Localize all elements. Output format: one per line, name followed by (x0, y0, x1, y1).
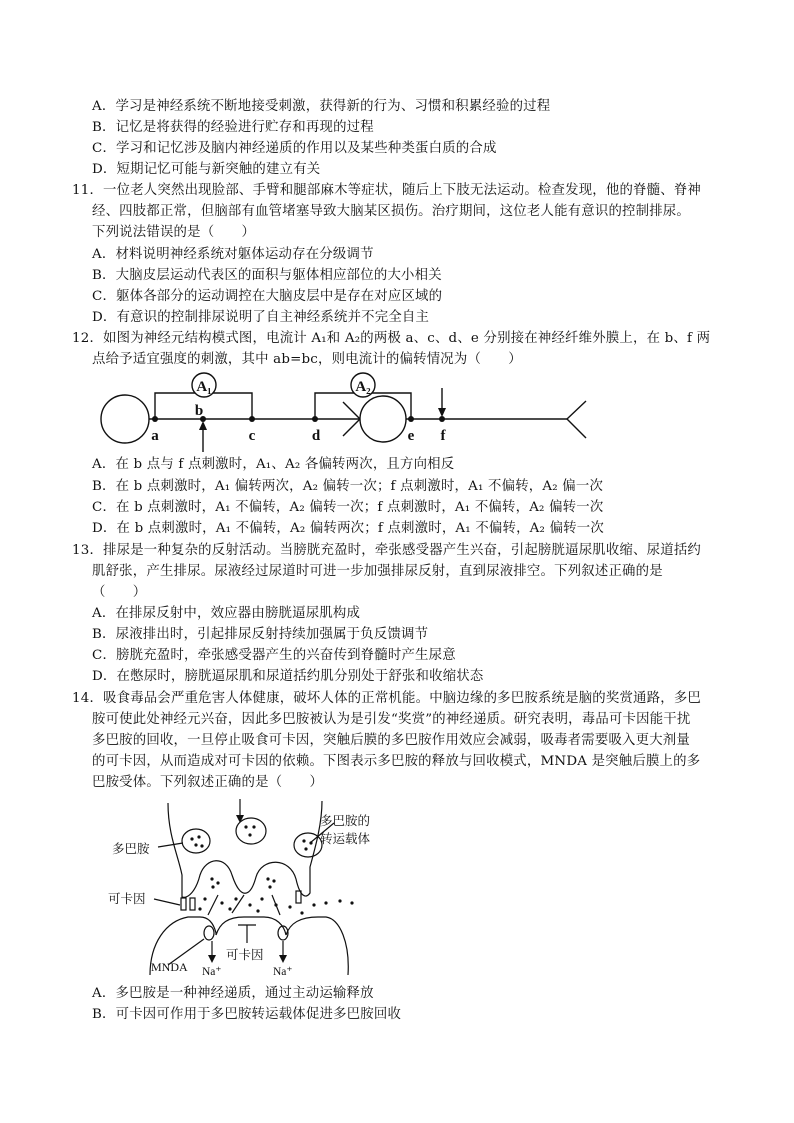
q14-stem-line1: 14．吸食毒品会严重危害人体健康，破坏人体的正常机能。中脑边缘的多巴胺系统是脑的奖赏通路，多巴 (72, 691, 702, 706)
q14-stem-line4: 的可卡因，从而造成对可卡因的依赖。下图表示多巴胺的释放与回收模式，MNDA 是突触后膜上的多 (92, 754, 701, 769)
q13-stem-line1: 13．排尿是一种复杂的反射活动。当膀胱充盈时，牵张感受器产生兴奋，引起膀胱逼尿肌收缩、尿道括约 (72, 543, 702, 558)
q12-stem-line1: 12．如图为神经元结构模式图，电流计 A₁和 A₂的两极 a、c、d、e 分别接在神经纤维外膜上，在 b、f 两 (72, 331, 711, 346)
meter-a1-label: A₁ (196, 379, 212, 395)
cell-body-circle (101, 395, 149, 443)
q11-option-b: B．大脑皮层运动代表区的面积与躯体相应部位的大小相关 (92, 268, 442, 283)
point-b-label: b (194, 403, 204, 419)
label-dopamine: 多巴胺 (112, 842, 150, 856)
q11-option-c: C．躯体各部分的运动调控在大脑皮层中是存在对应区域的 (92, 289, 443, 304)
meter-a2-label: A₂ (355, 379, 371, 395)
q11-option-d: D．有意识的控制排尿说明了自主神经系统并不完全自主 (92, 310, 430, 325)
q14-stem-line5: 巴胺受体。下列叙述正确的是（ ） (92, 775, 324, 790)
q12-option-b: B．在 b 点刺激时，A₁ 偏转两次，A₂ 偏转一次；f 点刺激时，A₁ 不偏转，A₂ 偏一次 (92, 479, 604, 494)
q12-option-d: D．在 b 点刺激时，A₁ 不偏转，A₂ 偏转两次；f 点刺激时，A₁ 不偏转，A₂ 偏转一次 (92, 521, 604, 536)
label-transporter-1: 多巴胺的 (320, 814, 371, 828)
label-cocaine-bottom: 可卡因 (226, 948, 264, 962)
point-a-label: a (151, 428, 159, 444)
q14-stem-line2: 胺可使此处神经元兴奋，因此多巴胺被认为是引发“奖赏”的神经递质。研究表明，毒品可卡因能干扰 (92, 712, 691, 727)
point-c-label: c (248, 428, 256, 444)
q13-option-a: A．在排尿反射中，效应器由膀胱逼尿肌构成 (92, 606, 361, 621)
second-cell-circle (360, 396, 406, 442)
label-na-right: Na⁺ (273, 966, 293, 978)
q10-option-d: D．短期记忆可能与新突触的建立有关 (92, 162, 321, 177)
label-na-left: Na⁺ (202, 966, 222, 978)
q13-option-c: C．膀胱充盈时，牵张感受器产生的兴奋传到脊髓时产生尿意 (92, 648, 456, 663)
q13-option-d: D．在憋尿时，膀胱逼尿肌和尿道括约肌分别处于舒张和收缩状态 (92, 669, 484, 684)
q11-option-a: A．材料说明神经系统对躯体运动存在分级调节 (92, 247, 374, 262)
point-d-label: d (311, 428, 321, 444)
label-cocaine-left: 可卡因 (108, 892, 146, 906)
q12-stem-line2: 点给予适宜强度的刺激，其中 ab=bc，则电流计的偏转情况为（ ） (92, 352, 522, 367)
q12-option-a: A．在 b 点与 f 点刺激时，A₁、A₂ 各偏转两次，且方向相反 (92, 457, 455, 472)
q12-option-c: C．在 b 点刺激时，A₁ 不偏转，A₂ 偏转一次；f 点刺激时，A₁ 不偏转，A₂ 偏转一次 (92, 500, 604, 515)
q10-option-b: B．记忆是将获得的经验进行贮存和再现的过程 (92, 120, 374, 135)
q11-stem-line3: 下列说法错误的是（ ） (92, 225, 256, 240)
q13-option-b: B．尿液排出时，引起排尿反射持续加强属于负反馈调节 (92, 627, 429, 642)
q13-stem-line3: （ ） (92, 585, 147, 600)
neuron-diagram (0, 372, 794, 452)
synapse-diagram (0, 795, 794, 985)
point-e-label: e (407, 428, 415, 444)
q13-stem-line2: 肌舒张，产生排尿。尿液经过尿道时可进一步加强排尿反射，直到尿液排空。下列叙述正确的是 (92, 564, 663, 579)
vesicle (182, 829, 210, 853)
mnda-receptor (204, 926, 214, 940)
q14-stem-line3: 多巴胺的回收，一旦停止吸食可卡因，突触后膜的多巴胺作用效应会减弱，吸毒者需要吸入更大剂量 (92, 733, 690, 748)
q11-stem-line1: 11．一位老人突然出现脸部、手臂和腿部麻木等症状，随后上下肢无法运动。检查发现，他的脊髓、脊神 (72, 183, 702, 198)
label-mnda: MNDA (151, 960, 188, 974)
point-f-label: f (440, 428, 446, 444)
q10-option-c: C．学习和记忆涉及脑内神经递质的作用以及某些种类蛋白质的合成 (92, 141, 497, 156)
q14-option-a: A．多巴胺是一种神经递质，通过主动运输释放 (92, 986, 374, 1001)
q14-option-b: B．可卡因可作用于多巴胺转运载体促进多巴胺回收 (92, 1007, 402, 1022)
label-transporter-2: 转运载体 (320, 832, 371, 846)
presynaptic-membrane (168, 801, 322, 897)
q10-option-a: A．学习是神经系统不断地接受刺激，获得新的行为、习惯和积累经验的过程 (92, 99, 551, 114)
q11-stem-line2: 经、四肢都正常，但脑部有血管堵塞导致大脑某区损伤。治疗期间，这位老人能有意识的控制排尿。 (92, 204, 690, 219)
